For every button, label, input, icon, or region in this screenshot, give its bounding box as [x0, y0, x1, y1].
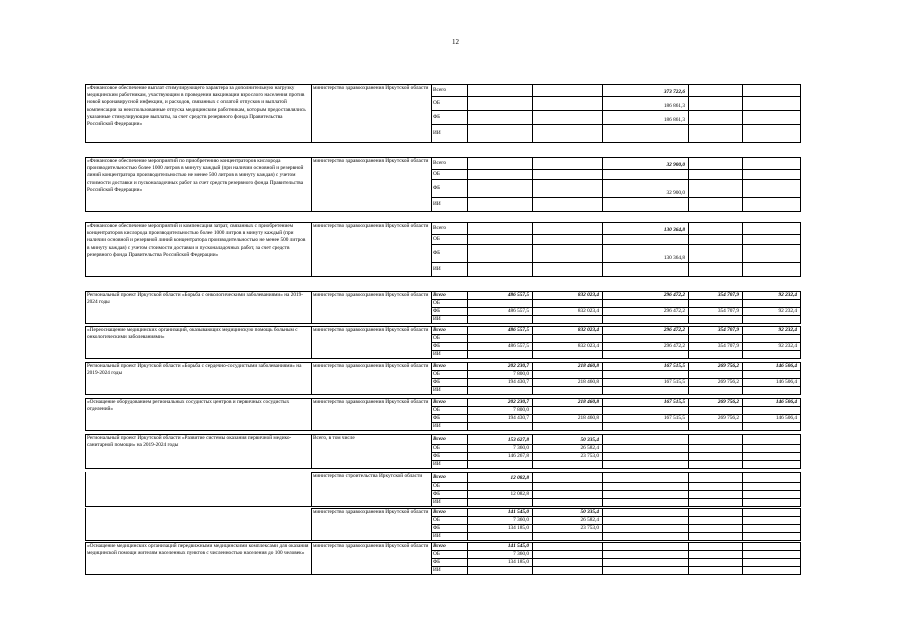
- table-vline: [311, 398, 312, 431]
- cell-value: 167 515,5: [663, 378, 685, 385]
- cell-value: 832 023,4: [577, 342, 599, 349]
- row-category: Всего: [433, 291, 446, 298]
- cell-value: 354 707,9: [717, 291, 739, 298]
- table-vline: [85, 472, 86, 507]
- table-vline: [311, 326, 312, 359]
- row-category: ИИ: [433, 422, 441, 429]
- row-category: Всего: [433, 326, 446, 333]
- table-hline: [431, 532, 801, 533]
- cell-value: 218 460,8: [577, 414, 599, 421]
- cell-value: 134 185,0: [507, 558, 529, 565]
- row-category: ИИ: [433, 200, 441, 207]
- cell-value: 134 185,0: [507, 524, 529, 531]
- table-hline: [431, 244, 801, 245]
- block-ministry: министерство здравоохранения Иркутской области: [313, 399, 429, 405]
- cell-value: 202 230,7: [507, 398, 529, 405]
- table-vline: [85, 84, 86, 143]
- row-category: ФБ: [433, 414, 441, 421]
- row-category: ИИ: [433, 460, 441, 467]
- table-hline: [431, 179, 801, 180]
- block-description: «Оснащение медицинских организаций передвижными медицинскими комплексами для оказания медицинской помощи жителям населенных пунктов с численностью населения до 100 человек»: [87, 543, 309, 557]
- cell-value: 7 800,0: [513, 406, 529, 413]
- cell-value: 50 335,4: [580, 508, 599, 515]
- page-number: 12: [452, 38, 459, 46]
- block-ministry: министерство здравоохранения Иркутской области: [313, 85, 429, 91]
- table-vline: [431, 157, 432, 212]
- block-ministry: министерство здравоохранения Иркутской области: [313, 509, 429, 515]
- table-hline: [85, 506, 801, 507]
- cell-value: 32 900,0: [666, 189, 685, 196]
- table-hline: [431, 96, 801, 97]
- row-category: ОБ: [433, 482, 440, 489]
- row-category: Всего: [433, 398, 446, 405]
- table-vline: [532, 157, 533, 212]
- cell-value: 296 472,2: [663, 342, 685, 349]
- cell-value: 141 545,0: [507, 542, 529, 549]
- cell-value: 354 707,9: [717, 326, 739, 333]
- table-hline: [431, 234, 801, 235]
- table-hline: [85, 574, 801, 575]
- table-hline: [431, 169, 801, 170]
- row-category: ИИ: [433, 315, 441, 322]
- cell-value: 130 364,8: [663, 226, 685, 233]
- block-ministry: министерство здравоохранения Иркутской области: [313, 363, 429, 369]
- block-description: Региональный проект Иркутской области «Борьба с онкологическими заболеваниями» на 2019-2024 годы: [87, 292, 304, 306]
- block-description: «Финансовое обеспечение мероприятий и компенсация затрат, связанных с приобретением концентраторов кислорода производительностью более 1000 литров в минуту каждый (при наличии основной и резервной линий концентратора производительностью не менее 500 литров в минуту каждая) с учетом стоимости доставки и пусконаладочных работ, за счет средств резервного фонда Правительства Российской Федерации»: [87, 223, 306, 258]
- table-vline: [467, 157, 468, 212]
- row-category: ОБ: [433, 99, 440, 106]
- block-description: «Переоснащение медицинских организаций, оказывающих медицинскую помощь больным с онкологическими заболеваниями»: [87, 327, 298, 341]
- cell-value: 194 430,7: [507, 414, 529, 421]
- block-description: «Финансовое обеспечение выплат стимулирующего характера за дополнительную нагрузку медицинским работникам, участвующим в проведении вакцинации взрослого населения против новой коронавирусной инфекции, и расходов, связанных с оплатой отпусков и выплатой компенсации за неиспользованные отпуска медицинским работникам, которым предоставлялись указанные стимулирующие выплаты, за счет средств резервного фонда Правительства Российской Федерации»: [87, 85, 306, 128]
- table-vline: [800, 222, 801, 277]
- table-hline: [431, 315, 801, 316]
- cell-value: 486 557,5: [507, 326, 529, 333]
- cell-value: 7 800,0: [513, 370, 529, 377]
- table-vline: [85, 222, 86, 277]
- table-vline: [311, 542, 312, 575]
- cell-value: 146 267,8: [507, 452, 529, 459]
- cell-value: 354 707,9: [717, 307, 739, 314]
- row-category: Всего: [433, 508, 446, 515]
- table-hline: [85, 540, 801, 541]
- cell-value: 12 082,8: [510, 490, 529, 497]
- table-hline: [85, 323, 801, 324]
- cell-value: 130 364,8: [663, 254, 685, 261]
- row-category: ОБ: [433, 444, 440, 451]
- cell-value: 269 756,2: [717, 414, 739, 421]
- table-vline: [85, 291, 86, 324]
- cell-value: 12 082,8: [510, 474, 529, 481]
- row-category: ФБ: [433, 524, 441, 531]
- table-vline: [431, 222, 432, 277]
- cell-value: 486 557,5: [507, 291, 529, 298]
- table-hline: [85, 468, 801, 469]
- table-hline: [431, 110, 801, 111]
- row-category: ОБ: [433, 406, 440, 413]
- row-category: Всего: [433, 435, 446, 442]
- block-description: Региональный проект Иркутской области «Развитие системы оказания первичной медико-санитарной помощи» на 2019-2024 годы: [87, 435, 292, 449]
- row-category: ФБ: [433, 184, 441, 191]
- cell-value: 269 756,2: [717, 398, 739, 405]
- table-hline: [431, 566, 801, 567]
- table-vline: [742, 157, 743, 212]
- table-hline: [85, 211, 801, 212]
- table-vline: [800, 84, 801, 143]
- cell-value: 486 557,5: [507, 307, 529, 314]
- table-hline: [85, 394, 801, 395]
- row-category: Всего: [433, 159, 446, 166]
- table-vline: [742, 222, 743, 277]
- cell-value: 146 506,4: [775, 398, 797, 405]
- table-hline: [431, 299, 801, 300]
- cell-value: 186 861,3: [663, 116, 685, 123]
- row-category: ОБ: [433, 299, 440, 306]
- block-ministry: министерство здравоохранения Иркутской области: [313, 158, 429, 164]
- row-category: Всего: [433, 542, 446, 549]
- table-hline: [431, 422, 801, 423]
- table-vline: [85, 542, 86, 575]
- row-category: Всего: [433, 86, 446, 93]
- cell-value: 486 557,5: [507, 342, 529, 349]
- cell-value: 92 232,4: [778, 307, 797, 314]
- cell-value: 7 360,0: [513, 516, 529, 523]
- row-category: ИИ: [433, 265, 441, 272]
- table-hline: [431, 262, 801, 263]
- table-hline: [431, 386, 801, 387]
- table-vline: [742, 84, 743, 143]
- cell-value: 832 023,4: [577, 326, 599, 333]
- cell-value: 167 515,5: [663, 362, 685, 369]
- table-hline: [431, 124, 801, 125]
- table-hline: [85, 142, 801, 143]
- cell-value: 296 472,2: [663, 291, 685, 298]
- table-vline: [431, 84, 432, 143]
- table-vline: [532, 222, 533, 277]
- block-ministry: министерство здравоохранения Иркутской области: [313, 223, 429, 229]
- row-category: ФБ: [433, 249, 441, 256]
- table-hline: [85, 430, 801, 431]
- row-category: ОБ: [433, 334, 440, 341]
- row-category: ОБ: [433, 516, 440, 523]
- row-category: ИИ: [433, 566, 441, 573]
- cell-value: 832 023,4: [577, 307, 599, 314]
- table-vline: [688, 222, 689, 277]
- cell-value: 146 506,4: [775, 414, 797, 421]
- table-vline: [467, 84, 468, 143]
- table-vline: [311, 157, 312, 212]
- cell-value: 141 545,0: [507, 508, 529, 515]
- block-ministry: министерство здравоохранения Иркутской области: [313, 292, 429, 298]
- row-category: ИИ: [433, 350, 441, 357]
- cell-value: 153 627,8: [507, 436, 529, 443]
- cell-value: 26 582,4: [580, 444, 599, 451]
- table-vline: [602, 157, 603, 212]
- cell-value: 26 582,4: [580, 516, 599, 523]
- cell-value: 92 232,4: [778, 326, 797, 333]
- table-vline: [85, 398, 86, 431]
- table-vline: [800, 157, 801, 212]
- table-vline: [85, 157, 86, 212]
- table-vline: [688, 84, 689, 143]
- cell-value: 146 506,4: [775, 362, 797, 369]
- table-vline: [85, 326, 86, 359]
- table-vline: [85, 362, 86, 395]
- cell-value: 7 360,0: [513, 444, 529, 451]
- row-category: ИИ: [433, 532, 441, 539]
- cell-value: 202 230,7: [507, 362, 529, 369]
- cell-value: 92 232,4: [778, 342, 797, 349]
- cell-value: 167 515,5: [663, 414, 685, 421]
- block-ministry: Всего, в том числе: [313, 435, 355, 441]
- table-vline: [311, 434, 312, 469]
- block-description: «Финансовое обеспечение мероприятий по приобретению концентраторов кислорода производительностью более 1000 литров в минуту каждый (при наличии основной и резервной линий концентратора производительностью не менее 500 литров в минуту каждая) с учетом стоимости доставки и пусконаладочных работ за счет средств резервного фонда Правительства Российской Федерации»: [87, 158, 304, 193]
- row-category: ИИ: [433, 498, 441, 505]
- row-category: Всего: [433, 473, 446, 480]
- table-hline: [431, 482, 801, 483]
- block-ministry: министерство здравоохранения Иркутской области: [313, 543, 429, 549]
- table-hline: [431, 350, 801, 351]
- cell-value: 92 232,4: [778, 291, 797, 298]
- table-vline: [85, 434, 86, 469]
- cell-value: 296 472,2: [663, 307, 685, 314]
- row-category: ФБ: [433, 490, 441, 497]
- cell-value: 167 515,5: [663, 398, 685, 405]
- row-category: ОБ: [433, 170, 440, 177]
- row-category: ИИ: [433, 129, 441, 136]
- block-description: Региональный проект Иркутской области «Борьба с сердечно-сосудистыми заболеваниями» на 2019-2024 годы: [87, 363, 302, 377]
- cell-value: 218 460,8: [577, 378, 599, 385]
- table-hline: [431, 334, 801, 335]
- table-vline: [688, 157, 689, 212]
- row-category: ОБ: [433, 550, 440, 557]
- table-vline: [311, 291, 312, 324]
- table-hline: [431, 197, 801, 198]
- row-category: ОБ: [433, 370, 440, 377]
- table-hline: [431, 498, 801, 499]
- cell-value: 7 360,0: [513, 550, 529, 557]
- table-vline: [602, 84, 603, 143]
- row-category: ОБ: [433, 235, 440, 242]
- table-vline: [311, 508, 312, 541]
- row-category: ФБ: [433, 378, 441, 385]
- table-vline: [311, 362, 312, 395]
- cell-value: 32 900,0: [666, 161, 685, 168]
- cell-value: 354 707,9: [717, 342, 739, 349]
- row-category: Всего: [433, 224, 446, 231]
- cell-value: 50 335,4: [580, 436, 599, 443]
- block-ministry: министерство строительства Иркутской области: [313, 473, 423, 479]
- cell-value: 269 756,2: [717, 362, 739, 369]
- row-category: ИИ: [433, 386, 441, 393]
- cell-value: 186 861,3: [663, 102, 685, 109]
- table-vline: [311, 472, 312, 507]
- table-vline: [311, 222, 312, 277]
- cell-value: 218 460,8: [577, 362, 599, 369]
- block-description: «Оснащение оборудованием региональных сосудистых центров и первичных сосудистых отделений»: [87, 399, 290, 413]
- row-category: Всего: [433, 362, 446, 369]
- table-vline: [602, 222, 603, 277]
- row-category: ФБ: [433, 558, 441, 565]
- table-vline: [311, 84, 312, 143]
- cell-value: 373 722,6: [663, 88, 685, 95]
- cell-value: 296 472,2: [663, 326, 685, 333]
- cell-value: 23 753,0: [580, 452, 599, 459]
- table-hline: [431, 460, 801, 461]
- cell-value: 23 753,0: [580, 524, 599, 531]
- row-category: ФБ: [433, 307, 441, 314]
- cell-value: 269 756,2: [717, 378, 739, 385]
- table-hline: [85, 276, 801, 277]
- row-category: ФБ: [433, 342, 441, 349]
- cell-value: 832 023,4: [577, 291, 599, 298]
- table-vline: [85, 508, 86, 541]
- row-category: ФБ: [433, 113, 441, 120]
- cell-value: 218 460,8: [577, 398, 599, 405]
- table-vline: [532, 84, 533, 143]
- cell-value: 146 506,4: [775, 378, 797, 385]
- cell-value: 194 430,7: [507, 378, 529, 385]
- table-vline: [467, 222, 468, 277]
- row-category: ФБ: [433, 452, 441, 459]
- table-hline: [85, 358, 801, 359]
- block-ministry: министерство здравоохранения Иркутской области: [313, 327, 429, 333]
